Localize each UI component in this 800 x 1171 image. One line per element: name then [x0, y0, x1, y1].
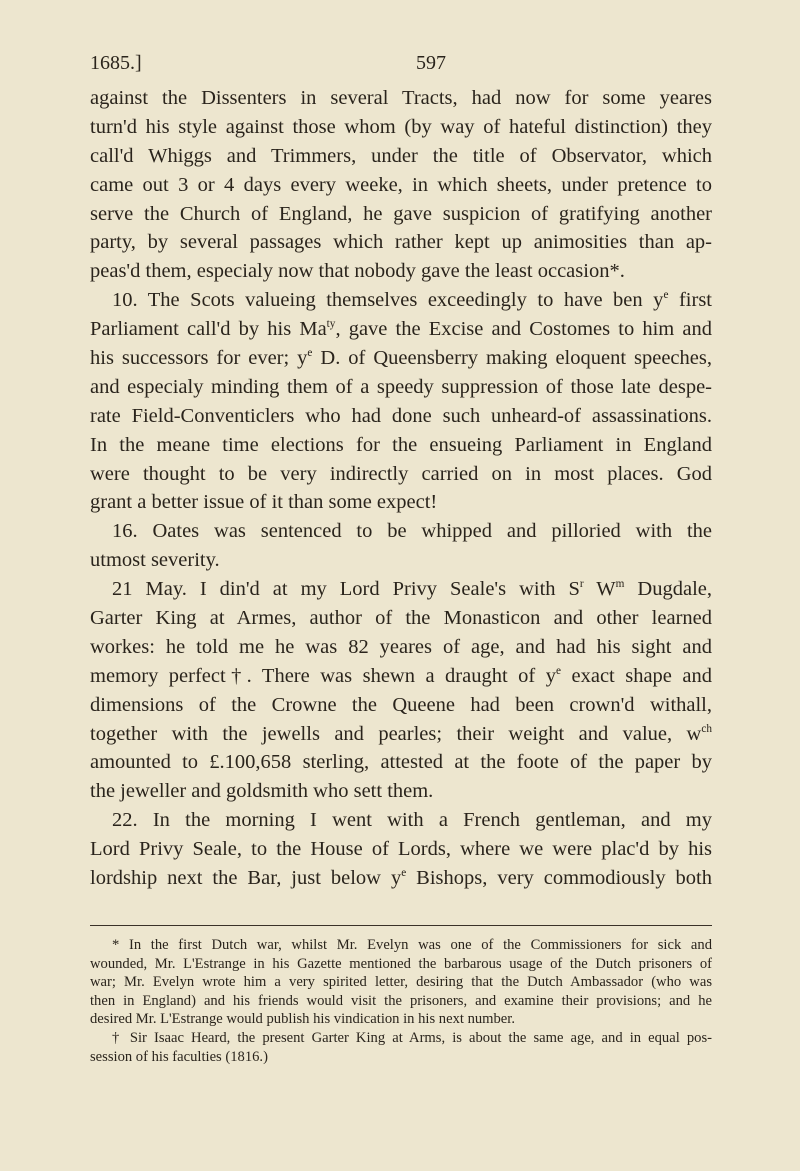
text-segment: then in England) and his friends would visit the prisoners, and examine their provisions; and he — [90, 992, 712, 1009]
footnote-line — [90, 992, 712, 1011]
footnote-line — [90, 1048, 712, 1067]
text-segment: serve the Church of England, he gave suspicion of gratifying another — [90, 202, 712, 225]
text-line — [90, 402, 712, 431]
text-line — [90, 315, 712, 344]
superscript: r — [579, 578, 584, 591]
text-line — [90, 777, 712, 806]
text-segment: D. of Queensberry making eloquent speeches, — [312, 347, 712, 370]
text-line — [90, 720, 712, 749]
text-line — [90, 228, 712, 257]
superscript: e — [555, 664, 561, 677]
text-segment: first — [668, 289, 712, 312]
text-line — [90, 373, 712, 402]
text-line — [90, 488, 712, 517]
superscript: ch — [701, 722, 712, 735]
body-text — [90, 84, 712, 893]
text-segment: came out 3 or 4 days every weeke, in which sheets, under pretence to — [90, 173, 712, 196]
superscript: ty — [326, 318, 336, 331]
text-segment: together with the jewells and pearles; their weight and value, w — [90, 722, 702, 745]
text-segment: workes: he told me he was 82 yeares of age, and had his sight and — [90, 635, 712, 658]
text-line — [90, 835, 712, 864]
text-line — [90, 662, 712, 691]
text-segment: amounted to £.100,658 sterling, attested at the foote of the paper by — [90, 751, 712, 774]
text-segment: exact shape and — [561, 664, 712, 687]
text-line — [90, 460, 712, 489]
text-segment: desired Mr. L'Estrange would publish his vindication in his next number. — [90, 1011, 515, 1028]
text-line — [90, 546, 712, 575]
text-line — [90, 344, 712, 373]
text-line — [90, 691, 712, 720]
text-line — [90, 748, 712, 777]
text-segment: 21 May. I din'd at my Lord Privy Seale's with S — [112, 578, 580, 601]
text-segment: rate Field-Conventiclers who had done such unheard-of assassinations. — [90, 404, 712, 427]
text-line — [90, 431, 712, 460]
text-line — [90, 806, 712, 835]
text-segment: * In the first Dutch war, whilst Mr. Evelyn was one of the Commissioners for sick and — [112, 937, 712, 953]
text-line — [90, 517, 712, 546]
text-segment: utmost severity. — [90, 549, 220, 572]
text-segment: grant a better issue of it than some expect! — [90, 491, 438, 514]
text-line — [90, 604, 712, 633]
text-line — [90, 257, 712, 286]
text-segment: call'd Whiggs and Trimmers, under the title of Observator, which — [90, 144, 712, 167]
text-segment: 22. In the morning I went with a French gentleman, and my — [112, 809, 712, 832]
text-segment: dimensions of the Crowne the Queene had been crown'd withall, — [90, 693, 712, 716]
text-line — [90, 864, 712, 893]
footnote-divider — [90, 925, 712, 926]
footnote-line — [90, 1029, 712, 1048]
running-header — [90, 52, 712, 82]
text-segment: 16. Oates was sentenced to be whipped and pilloried with the — [112, 520, 712, 543]
text-line — [90, 286, 712, 315]
page-number: 597 — [416, 52, 446, 74]
footnote-line — [90, 1010, 712, 1029]
text-line — [90, 84, 712, 113]
text-segment: , gave the Excise and Costomes to him and — [335, 318, 712, 341]
text-line — [90, 200, 712, 229]
text-segment: session of his faculties (1816.) — [90, 1048, 268, 1065]
text-segment: turn'd his style against those whom (by way of hateful distinction) they — [90, 115, 712, 138]
footnote-line — [90, 973, 712, 992]
text-line — [90, 633, 712, 662]
text-segment: peas'd them, especialy now that nobody gave the least occasion*. — [90, 260, 625, 283]
footnote-line — [90, 955, 712, 974]
text-segment: party, by several passages which rather kept up animosities than ap- — [90, 231, 712, 254]
text-segment: his successors for ever; y — [90, 347, 308, 370]
text-line — [90, 171, 712, 200]
footnotes — [90, 936, 712, 1066]
text-segment: Parliament call'd by his Ma — [90, 318, 327, 341]
text-segment: wounded, Mr. L'Estrange in his Gazette mentioned the barbarous usage of the Dutch prisoners of — [90, 955, 712, 972]
footnote-line — [90, 936, 712, 955]
text-segment: the jeweller and goldsmith who sett them. — [90, 780, 434, 803]
text-segment: In the meane time elections for the ensueing Parliament in England — [90, 433, 712, 456]
text-segment: † Sir Isaac Heard, the present Garter King at Arms, is about the same age, and in equal pos- — [112, 1029, 712, 1046]
superscript: e — [663, 289, 669, 302]
running-head-year: 1685.] — [90, 52, 142, 74]
text-segment: 10. The Scots valueing themselves exceedingly to have ben y — [112, 289, 664, 312]
text-segment: lordship next the Bar, just below y — [90, 867, 402, 890]
text-segment: Lord Privy Seale, to the House of Lords, where we were plac'd by his — [90, 838, 712, 861]
text-line — [90, 113, 712, 142]
text-line — [90, 142, 712, 171]
text-segment: war; Mr. Evelyn wrote him a very spirited letter, desiring that the Dutch Ambassador (who was — [90, 974, 712, 991]
text-line — [90, 575, 712, 604]
text-segment: Garter King at Armes, author of the Monasticon and other learned — [90, 607, 712, 630]
text-segment: and especialy minding them of a speedy suppression of those late despe- — [90, 375, 712, 398]
superscript: e — [307, 347, 313, 360]
text-segment: against the Dissenters in several Tracts, had now for some yeares — [90, 87, 712, 109]
text-segment: W — [583, 578, 616, 601]
text-segment: memory perfect†. There was shewn a draught of y — [90, 664, 556, 687]
text-segment: Bishops, very commodiously both — [406, 867, 713, 890]
text-segment: Dugdale, — [624, 578, 713, 601]
superscript: e — [401, 867, 407, 880]
superscript: m — [615, 578, 625, 591]
text-segment: were thought to be very indirectly carried on in most places. God — [90, 462, 712, 485]
